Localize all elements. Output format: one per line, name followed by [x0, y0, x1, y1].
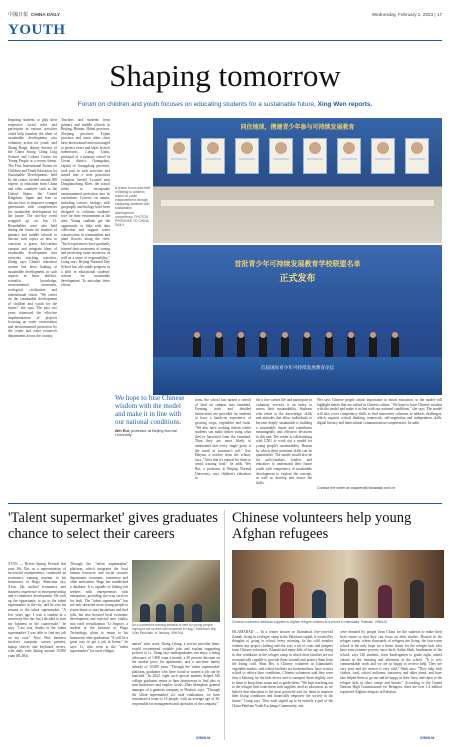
pull-quote-text: We hope to fuse Chinese wisdom with the model and make it in line with our national conditions.	[115, 394, 185, 426]
story1-column-3a: tions, the school has turned a stretch of land on campus into farmland. Farming tools and detailed instructions are provided for students to have a hands-on experience of growing crops, vegetables and fruits. "We also have cooking classes where students can make dishes using what they've harvested from the farmland. Then they are more likely to understand that every single grain is the result of someone's toil," Guo Haiyun, a teacher from the school, says. "After that it's natural for them to avoid wasting food," he adds. Wei Rui, a professor at Beijing Normal University, says children's education to	[195, 398, 251, 481]
refugee-children-photo	[232, 550, 444, 618]
guest-figure	[259, 337, 267, 357]
guest-figure	[281, 337, 289, 357]
panel-desk	[161, 200, 434, 206]
photo2-banner-main: 正式发布	[279, 273, 316, 283]
quote-name: Wei Rui,	[115, 429, 130, 433]
photo2-banner-top: 首批青少年可持续发展教育学校联盟名单	[234, 261, 361, 268]
guest-figure	[237, 337, 245, 357]
ecommerce-seminar-photo	[132, 560, 220, 622]
story2-column-3: nation" after work. Xiang Lifang, a service provider there, would recommend suitable jobs and explain supporting policies to Li. Xiang says undergraduates can enjoy a living allowance of 1,800 yuan a month, a 20 percent discount on the market price for apartments, and a one-time family subsidy of 10,000 yuan. "Through the 'talent supermarket' platform, graduates who have found or started a job can be matched." In 2022, eight such special markets helped 540 college graduates return to their hometowns to find jobs or start businesses and employ locals. Zhao Shenghua, general manager of a garment company in Hezhou, says, "Through the 'talent supermarket' for rural vitalization, we have introduced a team of 16 people, with an average age of 30, responsible for management and operation of the company."	[132, 642, 220, 706]
story3-column-1: ISLAMABAD — In a winter shower in Islamabad, five-year-old Zainab, living in a refugee camp in the Pakistani capital, is worried by thoughts of going to school every morning. In the cold weather without any proper clothing and she says a set of coats and jumpers from Chinese volunteers. Khanda and many kids of her age are living in dire conditions in the refugee camp in which their families are not economically capable to provide them warmth and protect them from the biting cold. Shan Bei, a Chinese volunteer in Islamabad's vegetable market, said whose brothers are housemothers, have to miss school to relieve their conditions. Chinese volunteers said they were thus a blessing for the kids drives and to transport them slightly over to them to keep them warm and to guide them. "We kept reaching out to the refugee kids from them with supplies used as education, as we believe that education is the most powerful tool for them to improve their living conditions and financially empower the society in the future," Liang says. They each signed up to be entirely a part of the China-Pakistan Youth Exchange Community, one.	[232, 630, 333, 708]
panelist-figure	[303, 138, 327, 174]
guest-figure	[193, 337, 201, 357]
pull-quote	[115, 394, 191, 437]
story1-column-1: Inspiring students to play their respective social roles and participate in various activities could help translate the ideas of sustainable development into voluntary action for youth, said Zhang Baige, deputy director of the China Soong Ching Ling Science and Culture Center for Young People at a recent forum. The First International Forum on Children and Youth Education for Sustainable Development, held by the center, invited around 300 experts in education from China and other countries such as the United States, the United Kingdom, Japan and Iran to discuss how to empower younger generations with competencies for sustainable development for the future. The two-day event wrapped up on Jan 11. Roundtables were also held during the forum for teachers of primary and middle schools to discuss such topics as how to construct a green, low-carbon campus and integrate ideas of sustainable development into everyday teaching activities. Zhang says China's education system has been looking at sustainable development, in such aspects as basic abilities, scientific knowledge, environmental awareness, ecological civilization and international vision. "We center on the sustainable development of children and youth for the future," she says. The past two years witnessed the effective implementation of projects focusing on water conservation and environmental protection by the center and water resources departments across the country.	[8, 118, 57, 338]
quote-role: professor at Beijing Normal University	[115, 429, 177, 437]
child-figure	[312, 590, 326, 618]
main-dek	[0, 101, 450, 108]
section-rule	[8, 40, 442, 41]
story2-column-2: Through the "talent supermarket" platform, which integrates the local human resources and social security department, economic, commerce and other authorities, Hugo has established a database. It is capable of linking job seekers with entrepreneurs with enterprises, providing two-way services for both. The "talent supermarket" has not only attracted more young people to return home to start businesses and find jobs, but also boosted local economic development and injected new vitality into rural revitalization. Li Jingwei, a student at the Institute of Hugo Technology, plans to return to his hometown after graduation. "It will be a great way to get a job at home," he says. Li, who went to the "talent supermarket" for rural villages,	[70, 562, 128, 654]
page-header	[8, 8, 442, 20]
panelist-figure	[405, 138, 429, 174]
stage-text: 首届国际青少年可持续发展教育论坛	[260, 365, 335, 370]
story2-byline: XINHUA	[196, 736, 211, 740]
column-divider	[224, 510, 225, 740]
story3-byline: XINHUA	[420, 736, 435, 740]
photo-caption-3: An e-commerce training seminar is held for young people hoping to set up their own business in Hugo, Shenchun city, Xi'an Mountain, in January. XINHUA	[132, 623, 217, 635]
story1-column-3b: the a low-carbon life and participate in voluntary services is an index to assess their sustainability. Students who relate to the knowledge, skills and attitudes that allow individuals to become deeply sustainable is building a sustainable future and contributes meaningfully and effective decisions in this end. The center is collaborating with UNU to work out a model for young people's sustainability. Bureau by which these pertinent skills can be quantitative. The model would also be for policymakers, leaders and educators to understand their future youth with competency of sustainable development to explore the concept, as well as develop and assess the skills.	[256, 398, 312, 485]
pull-quote-attribution	[115, 429, 191, 437]
story2-headline: 'Talent supermarket' gives graduates chance to select their careers	[8, 510, 218, 542]
section-title: YOUTH	[8, 22, 66, 38]
child-figure	[280, 582, 294, 618]
story1-contact: Contact the writer at xingwen@chinadaily.com.cn	[317, 486, 396, 490]
guest-figure	[391, 337, 399, 357]
photo-caption-4: Chinese volunteers distribute supplies to Afghan refugee children at a school in Islamabad, Pakistan. XINHUA	[232, 620, 387, 624]
student-figure	[174, 604, 184, 622]
main-headline: Shaping tomorrow	[109, 58, 341, 93]
child-figure	[252, 588, 266, 618]
masthead-chinese: 中國日報	[8, 11, 29, 18]
student-figure	[192, 604, 202, 622]
dek-lead: Forum on children and youth focuses on educating students for a sustainable future,	[77, 101, 318, 108]
story1-column-3c: Wei says Chinese people attach importance to moral education, so the model will highlight merits that are valued in Chinese culture. "We hope to have Chinese wisdom with the model and make it in line with our national conditions," she says. The model will also cover competency skills to find innovative solutions to address challenges, which requires critical thinking, teamwork, self-regulation and independent skills, digital literacy and intercultural communication competencies, he adds.	[317, 398, 442, 425]
masthead-brand: CHINA DAILY	[31, 11, 61, 17]
panelist-figure	[371, 138, 395, 174]
story-separator	[8, 503, 442, 504]
story3-headline: Chinese volunteers help young Afghan refugees	[232, 510, 412, 542]
guest-figure	[303, 337, 311, 357]
photo1-banner: 同住地球，携建青少年参与可持续发展教育	[240, 125, 355, 131]
stage-backdrop	[153, 357, 442, 395]
guest-figure	[347, 337, 355, 357]
date-page: Wednesday, February 1, 2023 | 17	[371, 11, 442, 17]
panelist-figure	[167, 138, 191, 174]
guest-figure	[369, 337, 377, 357]
panelist-figure	[269, 138, 293, 174]
story2-column-1: XI'AN — Before Spring Festival this year, Hu Xin, as a representative of successful entrepreneurs, conducted an economics training seminar in his hometown of Hugo, Shenchun city, Xi'an. Hu studied economics and business experience in entrepreneurship and e-commerce development. He took up the opportunity to go to the talent supermarket in the city, and he sent his resume to the talent supermarket. "A few years ago, I was a student at a university like me, but I decided to start my business in the countryside," he says. "Last year, thanks to the 'talent supermarket' I was able to find my job on my own." Now, Hu's business involves computer screen printers, laptop sleeves and keyboard covers, with daily sales hitting around 10,000 yuan ($1,484).	[8, 562, 66, 658]
guest-figure	[215, 337, 223, 357]
panelist-figure	[201, 138, 225, 174]
story3-column-2: were donated by people from China for the students to make their lives easier so that they can focus on their studies. Housed in the refugee camp, where thousands of refugees are living, the four-room school is the only hope for a better future for the refugee kids who have seen extreme poverty since birth. Salim Shah, headmaster of the school, says 120 students, from kindergarten to grade eight, attend classes in the morning and afternoon at the school. "It is very commendable work and we are so happy to receive help. They are very poor and the season is very cold," Shah says. "They help with clothes, food, school uniforms, stationery and other items, and have also helped them to go out and be happy in their lives, and show to the refugee kids in other camps and homes." According to the United Nations High Commissioner for Refugees, there are over 1.4 million registered Afghan refugees in Pakistan.	[340, 630, 442, 694]
student-figure	[140, 604, 150, 622]
photo-caption-1: A recent forum was held in Beijing to address topics on youth empowerment through equipping students with sustainable development competency. PHOTOS PROVIDED TO CHINA DAILY	[115, 186, 151, 227]
child-figure	[378, 585, 392, 618]
alliance-launch-photo	[153, 245, 442, 395]
child-figure	[410, 580, 424, 618]
panelist-figure	[235, 138, 259, 174]
guest-figure	[325, 337, 333, 357]
panelist-figure	[337, 138, 361, 174]
forum-panel-photo	[153, 118, 442, 243]
student-figure	[156, 604, 166, 622]
story1-column-2: Teachers and students from primary and middle schools in Beijing, Hainan, Hubei province, Zhejiang province, Fujian province and some other cities have been trained and encouraged to protect rivers and lakes in their hometowns. Liang Lizhu, principal of a primary school in Liwan district, Guangzhou, capital of Guangdong province, took part in such activities and turned into a river protection volunteer herself. Located near Donghaozhong River, the school seeks to incorporate environmental protection into its curriculum. Courses on nature, including science, biology, with geography and biology have been designed to cultivate students' love for their environment in the area. Young students get the opportunity to help with data collection and support water conservation in communities and plant flowers along the river. "Such experiences have gradually formed their awareness of saving and protecting water resources, as well as a sense of responsibility," Liang says. Beijing National Day School has also made progress in a shift in educational students' actions for sustainable development. To articulate these efforts,	[61, 118, 110, 288]
dek-author: Xing Wen reports.	[317, 101, 373, 108]
child-figure	[344, 578, 358, 618]
